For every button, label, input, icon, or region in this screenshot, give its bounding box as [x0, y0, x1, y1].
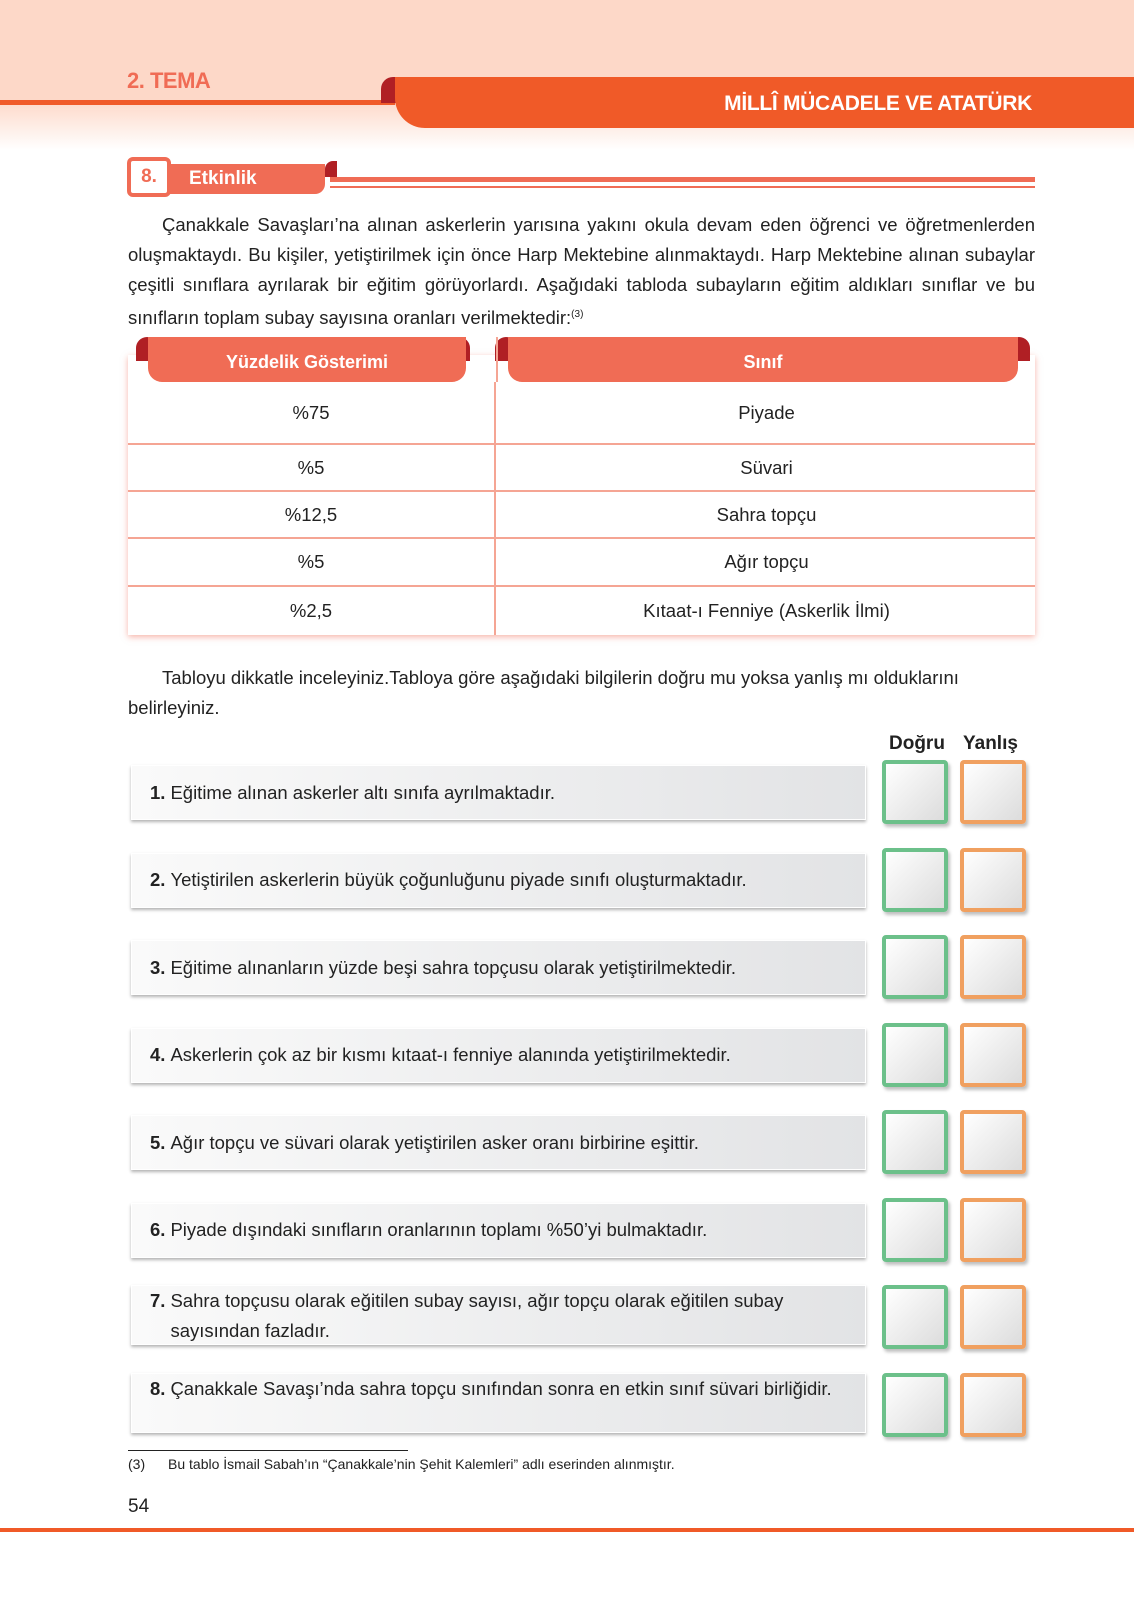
- true-checkbox[interactable]: [882, 1110, 948, 1174]
- false-checkbox[interactable]: [960, 1110, 1026, 1174]
- question-item: [131, 940, 866, 995]
- true-checkbox[interactable]: [882, 1285, 948, 1349]
- table-row: %75 Piyade: [128, 382, 1035, 445]
- question-text: Sahra topçusu olarak eğitilen subay sayısı, ağır topçu olarak eğitilen subay sayısından fazladır.: [170, 1290, 784, 1341]
- intro-paragraph: Çanakkale Savaşları’na alınan askerlerin yarısına yakını okula devam eden öğrenci ve öğretmenlerden oluşmaktaydı. Bu kişiler, yetiştirilmek için önce Harp Mektebine alınmaktaydı. Harp Mektebine alınan subaylar çeşitli sınıflara ayrılarak bir eğitim görüyorlardı. Aşağıdaki tabloda subayların eğitim aldıkları sınıflar ve bu sınıfların toplam subay sayısına oranları verilmektedir:$^{(3)}$: [128, 214, 1035, 329]
- column-header: Sınıf: [508, 337, 1018, 382]
- true-checkbox[interactable]: [882, 1023, 948, 1087]
- question-number: 1.: [150, 781, 166, 803]
- true-checkbox[interactable]: [882, 1373, 948, 1437]
- footnote: (3) Bu tablo İsmail Sabah’ın “Çanakkale’nin Şehit Kalemleri” adlı eserinden alınmıştır.: [128, 1456, 675, 1472]
- false-checkbox[interactable]: [960, 935, 1026, 999]
- instructions: Tabloyu dikkatle inceleyiniz.Tabloya göre aşağıdaki bilgilerin doğru mu yoksa yanlış mı olduklarını belirleyiniz.: [128, 667, 959, 718]
- false-checkbox[interactable]: [960, 848, 1026, 912]
- class-ratio-table: [128, 352, 1035, 635]
- column-header: Yüzdelik Gösterimi: [148, 337, 466, 382]
- question-text: Ağır topçu ve süvari olarak yetiştirilen asker oranı birbirine eşittir.: [170, 1131, 699, 1153]
- table-row: %12,5 Sahra topçu: [128, 492, 1035, 539]
- activity-rule: [330, 177, 1035, 182]
- question-number: 7.: [150, 1290, 166, 1311]
- question-number: 5.: [150, 1131, 166, 1153]
- false-checkbox[interactable]: [960, 760, 1026, 824]
- question-item: [131, 1115, 866, 1170]
- question-text: Piyade dışındaki sınıfların oranlarının toplamı %50’yi bulmaktadır.: [170, 1219, 708, 1240]
- question-text: Eğitime alınanların yüzde beşi sahra topçusu olarak yetiştirilmektedir.: [170, 956, 736, 978]
- false-checkbox[interactable]: [960, 1373, 1026, 1437]
- question-item: [131, 765, 866, 820]
- question-item: [131, 1028, 866, 1083]
- question-text: Yetiştirilen askerlerin büyük çoğunluğunu piyade sınıfı oluşturmaktadır.: [170, 869, 747, 890]
- true-checkbox[interactable]: [882, 760, 948, 824]
- question-item: [131, 1203, 866, 1258]
- false-checkbox[interactable]: [960, 1198, 1026, 1262]
- question-number: 2.: [150, 869, 166, 890]
- true-checkbox[interactable]: [882, 1198, 948, 1262]
- true-checkbox[interactable]: [882, 848, 948, 912]
- activity-fold: [325, 161, 337, 177]
- question-number: 3.: [150, 956, 166, 978]
- false-checkbox[interactable]: [960, 1023, 1026, 1087]
- header-rule: [0, 100, 395, 105]
- footnote-rule: [128, 1450, 408, 1451]
- activity-number: 8.: [127, 157, 171, 197]
- table-row: %5 Ağır topçu: [128, 539, 1035, 587]
- table-row: %2,5 Kıtaat-ı Fenniye (Askerlik İlmi): [128, 587, 1035, 635]
- question-item: [131, 853, 866, 908]
- question-text: Askerlerin çok az bir kısmı kıtaat-ı fenniye alanında yetiştirilmektedir.: [170, 1044, 731, 1065]
- true-column-label: Doğru: [889, 733, 945, 754]
- theme-label: 2. TEMA: [127, 68, 211, 93]
- table-row: %5 Süvari: [128, 445, 1035, 492]
- unit-banner: [395, 77, 1134, 128]
- question-item: [131, 1285, 866, 1345]
- false-checkbox[interactable]: [960, 1285, 1026, 1349]
- question-text: Eğitime alınan askerler altı sınıfa ayrılmaktadır.: [170, 781, 555, 803]
- page-number: 54: [128, 1496, 150, 1517]
- bottom-rule: [0, 1528, 1134, 1532]
- question-item: [131, 1373, 866, 1433]
- true-checkbox[interactable]: [882, 935, 948, 999]
- question-number: 4.: [150, 1044, 166, 1065]
- false-column-label: Yanlış: [963, 733, 1018, 754]
- question-number: 8.: [150, 1377, 166, 1399]
- question-number: 6.: [150, 1219, 166, 1240]
- question-text: Çanakkale Savaşı’nda sahra topçu sınıfından sonra en etkin sınıf süvari birliğidir.: [170, 1377, 832, 1399]
- footnote-ref: (3): [571, 309, 584, 320]
- activity-label: Etkinlik: [165, 164, 325, 194]
- unit-title: MİLLÎ MÜCADELE VE ATATÜRK: [724, 92, 1032, 115]
- activity-rule-thin: [330, 186, 1035, 188]
